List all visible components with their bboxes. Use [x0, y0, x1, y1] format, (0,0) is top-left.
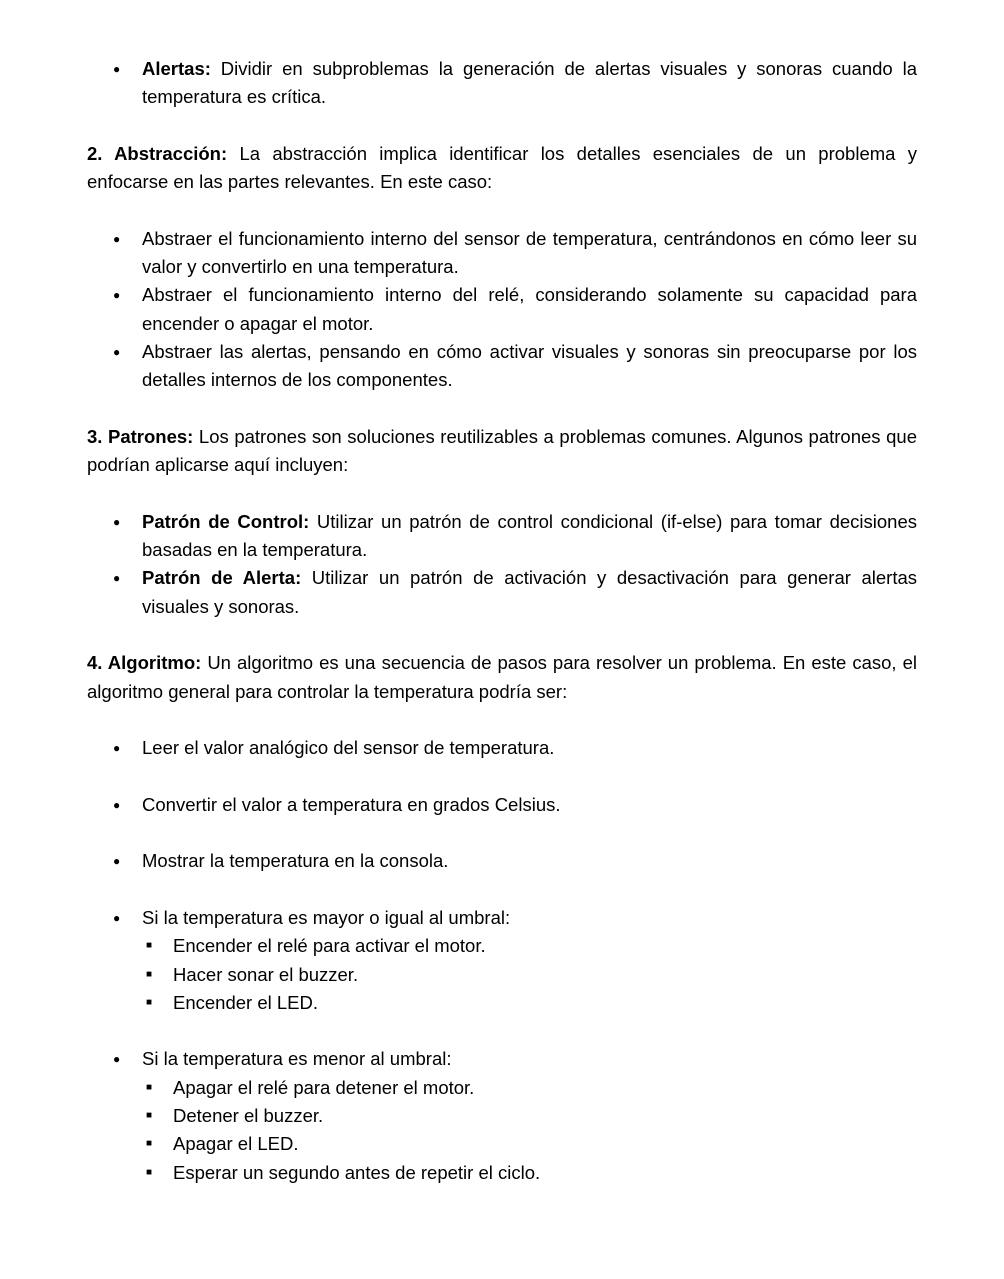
list-item — [87, 1045, 917, 1186]
patterns-list — [87, 508, 917, 621]
sub-list-item: ■ Encender el relé para activar el motor. — [142, 932, 917, 960]
patterns-text: Los patrones son soluciones reutilizables a problemas comunes. Algunos patrones que podrían aplicarse aquí incluyen: — [87, 425, 917, 476]
patterns-heading: 3. Patrones: — [87, 425, 194, 447]
algorithm-text: Un algoritmo es una secuencia de pasos para resolver un problema. En este caso, el algoritmo general para controlar la temperatura podría ser: — [87, 652, 917, 702]
branch-label: Si la temperatura es mayor o igual al umbral: — [142, 906, 511, 928]
control-pattern-text: Utilizar un patrón de control condicional (if-else) para tomar decisiones basadas en la temperatura. — [142, 510, 917, 561]
algorithm-steps — [87, 791, 917, 819]
algorithm-steps — [87, 734, 917, 762]
sub-list — [142, 1074, 917, 1187]
list-item-control-pattern — [87, 508, 917, 565]
abstraction-list — [87, 225, 917, 395]
list-item: ● Convertir el valor a temperatura en grados Celsius. — [87, 791, 917, 819]
patterns-paragraph — [87, 423, 917, 480]
sub-list-item: ■ Apagar el LED. — [142, 1130, 917, 1158]
alert-pattern-label: Patrón de Alerta: — [142, 567, 302, 589]
decomposition-list-continued — [87, 55, 917, 112]
list-item: ● Abstraer las alertas, pensando en cómo activar visuales y sonoras sin preocuparse por los detalles internos de los componentes. — [87, 338, 917, 395]
control-pattern-label: Patrón de Control: — [142, 510, 310, 532]
branch-label: Si la temperatura es menor al umbral: — [142, 1048, 452, 1070]
list-item — [87, 904, 917, 1017]
algorithm-steps — [87, 847, 917, 875]
list-item: ● Abstraer el funcionamiento interno del relé, considerando solamente su capacidad para encender o apagar el motor. — [87, 281, 917, 338]
sub-list-item: ■ Hacer sonar el buzzer. — [142, 961, 917, 989]
alerts-label: Alertas: — [142, 58, 211, 79]
algorithm-branch-above — [87, 904, 917, 1017]
list-item-alerts — [87, 55, 917, 112]
document-page — [87, 55, 917, 1187]
sub-list-item: ■ Detener el buzzer. — [142, 1102, 917, 1130]
abstraction-text: La abstracción implica identificar los detalles esenciales de un problema y enfocarse en las partes relevantes. En este caso: — [87, 142, 918, 193]
abstraction-heading: 2. Abstracción: — [87, 142, 228, 164]
list-item: ● Leer el valor analógico del sensor de temperatura. — [87, 734, 917, 762]
abstraction-paragraph — [87, 140, 917, 197]
algorithm-paragraph — [87, 649, 917, 706]
list-item: ● Abstraer el funcionamiento interno del sensor de temperatura, centrándonos en cómo leer su valor y convertirlo en una temperatura. — [87, 225, 917, 282]
algorithm-branch-below — [87, 1045, 917, 1186]
alert-pattern-text: Utilizar un patrón de activación y desactivación para generar alertas visuales y sonoras. — [142, 567, 917, 617]
sub-list-item: ■ Encender el LED. — [142, 989, 917, 1017]
algorithm-heading: 4. Algoritmo: — [87, 652, 202, 674]
list-item: ● Mostrar la temperatura en la consola. — [87, 847, 917, 875]
sub-list — [142, 932, 917, 1017]
list-item-alert-pattern — [87, 564, 917, 621]
sub-list-item: ■ Apagar el relé para detener el motor. — [142, 1074, 917, 1102]
alerts-text: Dividir en subproblemas la generación de alertas visuales y sonoras cuando la temperatura es crítica. — [142, 58, 917, 108]
sub-list-item: ■ Esperar un segundo antes de repetir el ciclo. — [142, 1159, 917, 1187]
